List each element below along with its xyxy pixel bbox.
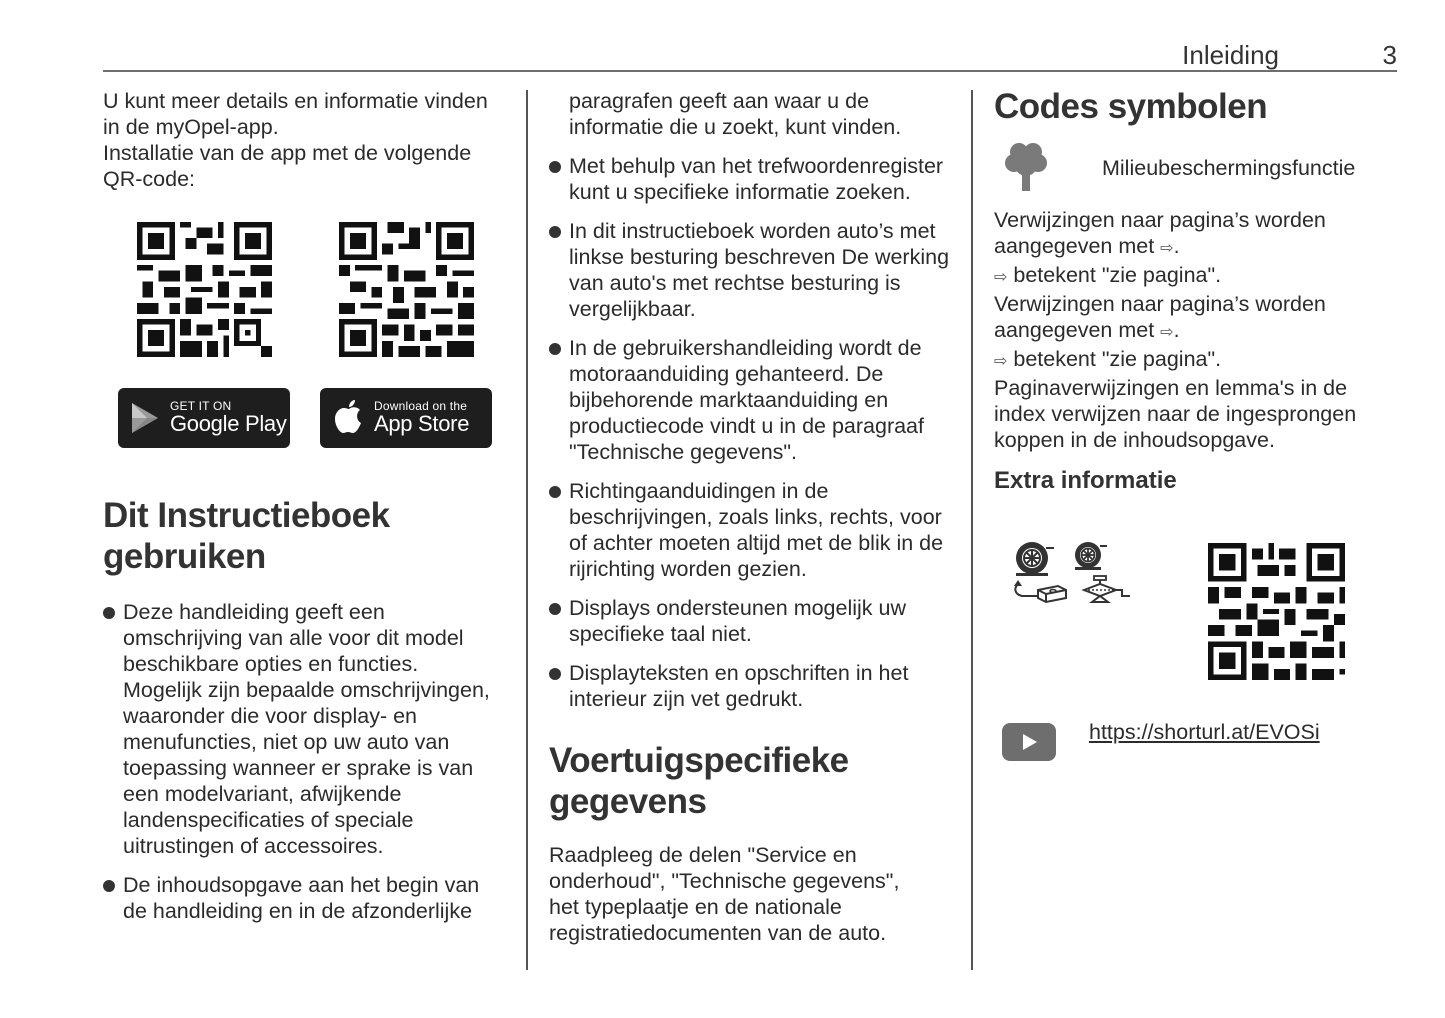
middle-column bbox=[549, 88, 954, 946]
symbol-row bbox=[994, 141, 1394, 221]
symbol-label: Milieubeschermingsfunctie bbox=[1102, 156, 1356, 180]
intro-line: Installatie van de app met de volgende bbox=[103, 141, 472, 165]
heading-line: gebruiken bbox=[103, 537, 266, 576]
ref-line: aangegeven met ⇨. bbox=[994, 318, 1180, 342]
section-heading bbox=[549, 740, 954, 822]
bullet-list bbox=[549, 153, 954, 712]
index-paragraph: Paginaverwijzingen en lemma's in de index verwijzen naar de ingesprongen koppen in de inhoudsopgave. bbox=[994, 376, 1357, 452]
page-ref-arrow-icon: ⇨ bbox=[1160, 324, 1174, 341]
extra-info-qr-code bbox=[1208, 543, 1345, 680]
intro-line: QR-code: bbox=[103, 167, 196, 191]
heading-line: gegevens bbox=[549, 782, 707, 821]
bullet-item: De inhoudsopgave aan het begin van de handleiding en in de afzonderlijke bbox=[103, 872, 498, 924]
ref-line: ⇨ betekent "zie pagina". bbox=[994, 263, 1222, 287]
page-ref-arrow-icon: ⇨ bbox=[994, 353, 1008, 370]
column-divider bbox=[526, 90, 528, 970]
bullet-item: In dit instructieboek worden auto’s met linkse besturing beschreven De werking van auto's met rechtse besturing is vergelijkbaar. bbox=[549, 218, 954, 322]
app-store-qr-code bbox=[339, 222, 474, 357]
ref-line: Verwijzingen naar pagina’s worden bbox=[994, 208, 1326, 232]
section-title: Inleiding bbox=[1182, 40, 1279, 70]
left-column bbox=[103, 88, 513, 192]
app-store-big-label: App Store bbox=[374, 411, 470, 436]
intro-line: in de myOpel-app. bbox=[103, 115, 279, 139]
tire-compressor-icon bbox=[1008, 540, 1070, 604]
app-store-small-label: Download on the bbox=[374, 399, 468, 413]
page-number: 3 bbox=[1382, 40, 1397, 70]
heading-line: Voertuigspecifieke bbox=[549, 741, 849, 780]
left-column-body bbox=[103, 495, 498, 937]
google-play-button[interactable] bbox=[118, 388, 290, 448]
bullet-list bbox=[103, 599, 498, 924]
references-block bbox=[994, 207, 1394, 453]
right-column bbox=[994, 86, 1394, 495]
bullet-item: Deze handleiding geeft een omschrijving van alle voor dit model beschikbare opties en functies. Mogelijk zijn bepaalde omschrijvingen, waaronder die voor display- en menufuncties, niet op uw auto van toepassing wanneer er sprake is van een modelvariant, afwijkende landenspecificaties of speciale uitrustingen of accessoires. bbox=[103, 599, 498, 859]
google-play-small-label: GET IT ON bbox=[170, 399, 232, 413]
bullet-item: In de gebruikershandleiding wordt de motoraanduiding gehanteerd. De bijbehorende marktaanduiding en productiecode vindt u in de paragraaf "Technische gegevens". bbox=[549, 335, 954, 465]
bullet-item: Displays ondersteunen mogelijk uw specifieke taal niet. bbox=[549, 595, 954, 647]
page-header bbox=[103, 38, 1397, 72]
video-link[interactable]: https://shorturl.at/EVOSi bbox=[1089, 720, 1320, 744]
bullet-item: Richtingaanduidingen in de beschrijvingen, zoals links, rechts, voor of achter moeten altijd met de blik in de rijrichting worden gezien. bbox=[549, 478, 954, 582]
video-play-icon[interactable] bbox=[1002, 723, 1056, 761]
bullet-item: Displayteksten en opschriften in het interieur zijn vet gedrukt. bbox=[549, 660, 954, 712]
app-store-button[interactable] bbox=[320, 388, 492, 448]
paragraph: Raadpleeg de delen "Service en onderhoud", "Technische gegevens", het typeplaatje en de nationale registratiedocumenten van de auto. bbox=[549, 843, 900, 945]
google-play-icon bbox=[128, 401, 162, 435]
google-play-big-label: Google Play bbox=[170, 411, 287, 436]
continued-text: paragrafen geeft aan waar u de informatie die u zoekt, kunt vinden. bbox=[569, 89, 902, 139]
intro-line: U kunt meer details en informatie vinden bbox=[103, 89, 488, 113]
ref-line: Verwijzingen naar pagina’s worden bbox=[994, 292, 1326, 316]
ref-line: ⇨ betekent "zie pagina". bbox=[994, 347, 1222, 371]
tree-icon bbox=[1004, 141, 1048, 193]
column-divider bbox=[971, 90, 973, 970]
tire-jack-icon bbox=[1070, 540, 1136, 604]
extra-info-heading: Extra informatie bbox=[994, 467, 1177, 494]
codes-symbols-heading: Codes symbolen bbox=[994, 87, 1268, 126]
heading-line: Dit Instructieboek bbox=[103, 496, 390, 535]
apple-icon bbox=[332, 398, 366, 438]
ref-line: aangegeven met ⇨. bbox=[994, 234, 1180, 258]
google-play-qr-code bbox=[137, 222, 272, 357]
page-ref-arrow-icon: ⇨ bbox=[1160, 240, 1174, 257]
bullet-item: Met behulp van het trefwoordenregister kunt u specifieke informatie zoeken. bbox=[549, 153, 954, 205]
page-ref-arrow-icon: ⇨ bbox=[994, 269, 1008, 286]
section-heading bbox=[103, 495, 498, 577]
